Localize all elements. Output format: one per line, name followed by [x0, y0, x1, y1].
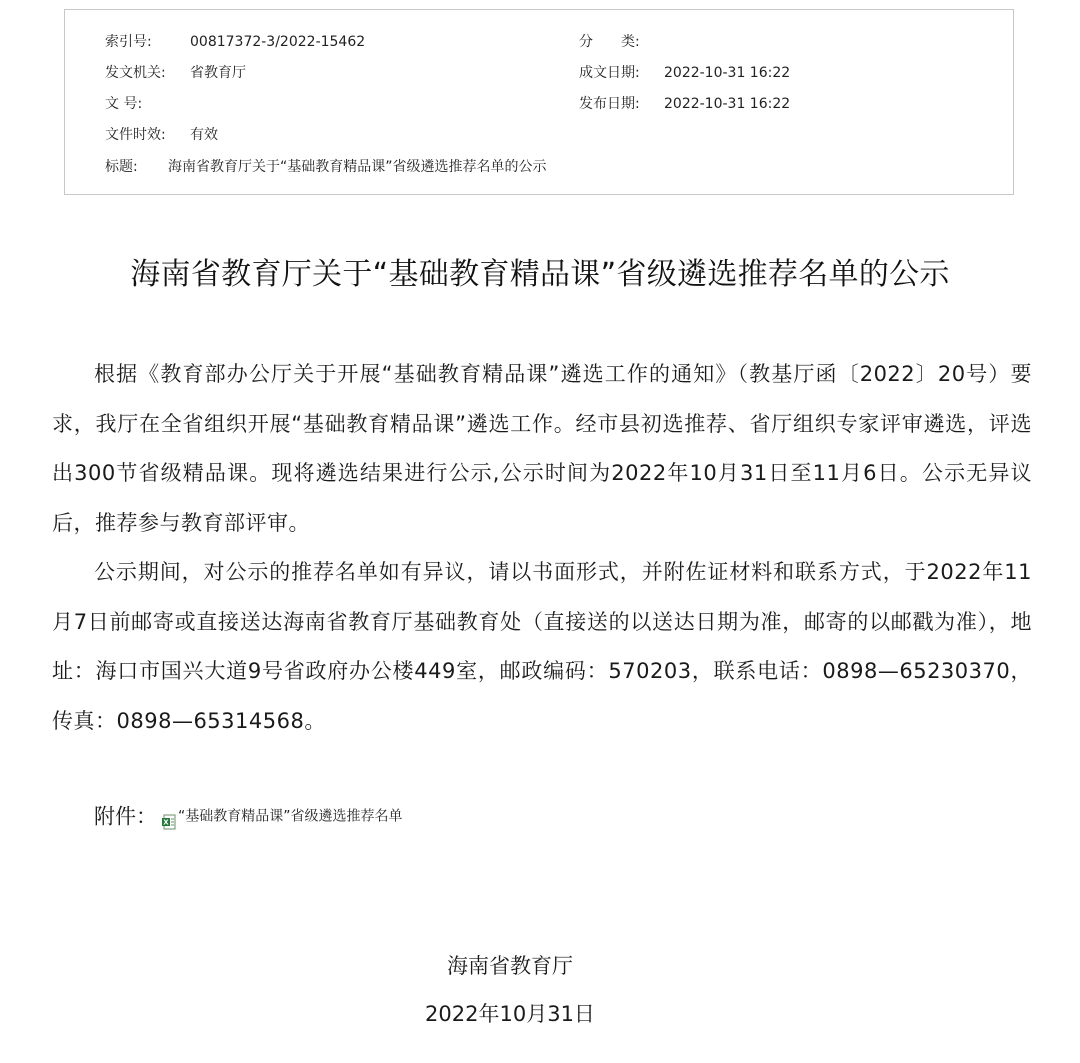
svg-text:X: X: [163, 818, 169, 826]
meta-index-label: 索引号:: [105, 34, 152, 50]
document-title: 海南省教育厅关于“基础教育精品课”省级遴选推荐名单的公示: [130, 257, 950, 292]
meta-issuer-value: 省教育厅: [190, 65, 246, 81]
meta-row-issuer: [105, 63, 246, 83]
excel-file-icon: [161, 809, 177, 825]
meta-index-value: 00817372-3/2022-15462: [190, 34, 366, 50]
meta-row-index: [105, 32, 365, 52]
meta-published-label: 发布日期:: [579, 96, 640, 112]
meta-row-docno: [105, 94, 190, 114]
attachment-link[interactable]: “基础教育精品课”省级遴选推荐名单: [178, 808, 403, 825]
meta-published-value: 2022-10-31 16:22: [664, 96, 791, 112]
meta-docno-label: 文 号:: [105, 96, 143, 112]
meta-created-label: 成文日期:: [579, 65, 640, 81]
meta-row-created: [579, 63, 790, 83]
meta-row-validity: [105, 125, 218, 145]
attachment-row: [94, 800, 403, 832]
meta-validity-value: 有效: [190, 127, 218, 143]
meta-row-published: [579, 94, 790, 114]
meta-title-label: 标题:: [105, 159, 138, 175]
attachment-label: 附件：: [94, 804, 157, 829]
meta-title-value: 海南省教育厅关于“基础教育精品课”省级遴选推荐名单的公示: [168, 159, 547, 175]
meta-validity-label: 文件时效:: [105, 127, 166, 143]
meta-row-category: [579, 32, 664, 52]
meta-row-title: [105, 157, 547, 177]
meta-issuer-label: 发文机关:: [105, 65, 166, 81]
document-body: [52, 350, 1032, 746]
signature-date: 2022年10月31日: [425, 1002, 595, 1026]
signature-organization: 海南省教育厅: [447, 954, 573, 978]
body-paragraph-1: 根据《教育部办公厅关于开展“基础教育精品课”遴选工作的通知》（教基厅函〔2022〕20号）要求，我厅在全省组织开展“基础教育精品课”遴选工作。经市县初选推荐、省厅组织专家评审遴选，评选出300节省级精品课。现将遴选结果进行公示,公示时间为2022年10月31日至11月6日。公示无异议后，推荐参与教育部评审。: [52, 362, 1032, 535]
meta-created-value: 2022-10-31 16:22: [664, 65, 791, 81]
metadata-box: [64, 9, 1014, 195]
meta-category-label: 分 类:: [579, 34, 640, 50]
body-paragraph-2: 公示期间，对公示的推荐名单如有异议，请以书面形式，并附佐证材料和联系方式，于2022年11月7日前邮寄或直接送达海南省教育厅基础教育处（直接送的以送达日期为准，邮寄的以邮戳为准），地址：海口市国兴大道9号省政府办公楼449室，邮政编码：570203，联系电话：0898—65230370，传真：0898—65314568。: [52, 560, 1032, 733]
